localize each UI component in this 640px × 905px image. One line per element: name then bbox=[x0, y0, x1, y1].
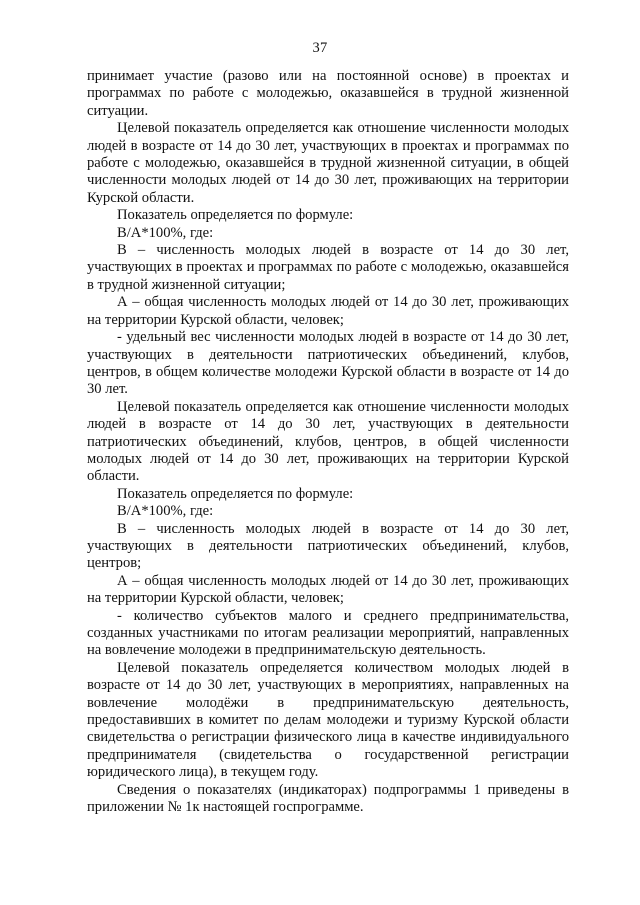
paragraph-variable-b: В – численность молодых людей в возрасте от 14 до 30 лет, участвующих в деятельности патриотических объединений, клубов, центров; bbox=[87, 520, 569, 572]
paragraph-indicator-patriotic: - удельный вес численности молодых людей в возрасте от 14 до 30 лет, участвующих в деятельности патриотических объединений, клубов, центров, в общем количестве молодежи Курской области в возрасте от 14 до 30 лет. bbox=[87, 329, 569, 398]
page-number: 37 bbox=[312, 40, 328, 56]
paragraph-appendix-reference: Сведения о показателях (индикаторах) подпрограммы 1 приведены в приложении № 1к настоящей госпрограмме. bbox=[87, 781, 569, 816]
paragraph-variable-b: В – численность молодых людей в возрасте от 14 до 30 лет, участвующих в проектах и программах по работе с молодежью, оказавшейся в трудной жизненной ситуации; bbox=[87, 242, 569, 293]
paragraph-target-indicator-definition: Целевой показатель определяется как отношение численности молодых людей в возрасте от 14 до 30 лет, участвующих в деятельности патриотических объединений, клубов, центров, в общей численности молодых людей от 14 до 30 лет, проживающих на территории Курской области. bbox=[87, 398, 569, 485]
paragraph-indicator-entrepreneurship: - количество субъектов малого и среднего предпринимательства, созданных участниками по итогам реализации мероприятий, направленных на вовлечение молодежи в предпринимательскую деятельность. bbox=[87, 607, 569, 659]
paragraph-target-indicator-definition: Целевой показатель определяется количеством молодых людей в возрасте от 14 до 30 лет, участвующих в мероприятиях, направленных на вовлечение молодёжи в предпринимательскую деятельность, предоставивших в комитет по делам молодежи и туризму Курской области свидетельства о регистрации физического лица в качестве индивидуального предпринимателя (свидетельства о государственной регистрации юридического лица), в текущем году. bbox=[87, 659, 569, 781]
paragraph-formula-intro: Показатель определяется по формуле: bbox=[117, 485, 354, 502]
paragraph-variable-a: А – общая численность молодых людей от 14 до 30 лет, проживающих на территории Курской области, человек; bbox=[87, 294, 569, 328]
paragraph-target-indicator-definition: Целевой показатель определяется как отношение численности молодых людей в возрасте от 14 до 30 лет, участвующих в проектах и программах по работе с молодежью, оказавшейся в трудной жизненной ситуации, в общей численности молодых людей от 14 до 30 лет, проживающих на территории Курской области. bbox=[87, 120, 569, 206]
document-body bbox=[87, 68, 569, 816]
paragraph-variable-a: А – общая численность молодых людей от 14 до 30 лет, проживающих на территории Курской области, человек; bbox=[87, 572, 569, 607]
paragraph-formula: В/А*100%, где: bbox=[117, 224, 214, 241]
paragraph-continuation: принимает участие (разово или на постоянной основе) в проектах и программах по работе с молодежью, оказавшейся в трудной жизненной ситуации. bbox=[87, 68, 569, 119]
paragraph-formula: В/А*100%, где: bbox=[117, 503, 214, 520]
paragraph-formula-intro: Показатель определяется по формуле: bbox=[117, 207, 354, 224]
